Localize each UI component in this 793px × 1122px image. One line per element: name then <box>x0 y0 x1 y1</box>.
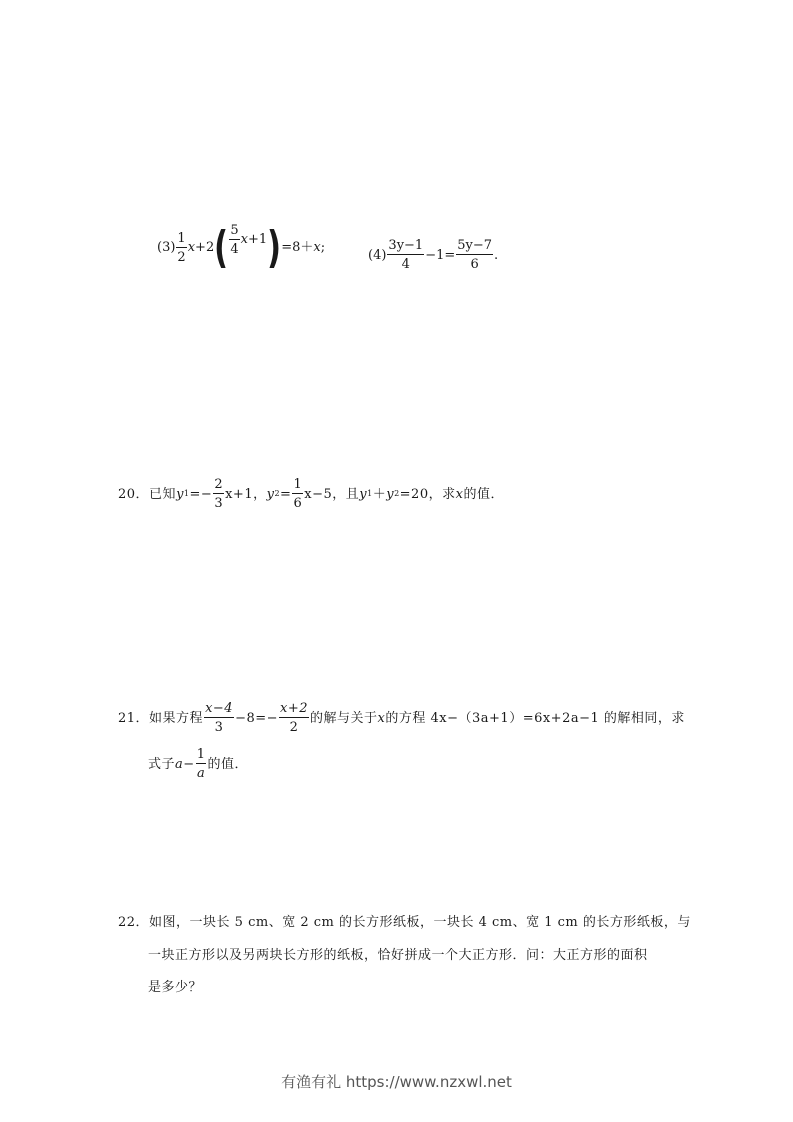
fraction: $\frac{1}{a}$ <box>196 747 206 781</box>
fraction: $\frac{1}{6}$ <box>293 477 303 511</box>
problem-number: 21． <box>118 710 150 726</box>
problem-number: 20． <box>118 486 150 502</box>
problem-22-line-1: 22． 如图，一块长 5 cm、宽 2 cm 的长方形纸板，一块长 4 cm、宽 1 cm 的长方形纸板，与 <box>118 915 691 930</box>
left-paren: ( <box>214 222 229 273</box>
part-label: (4) <box>368 247 387 263</box>
problem-number: 22． <box>118 915 150 930</box>
problem-22-line-2: 一块正方形以及另两块长方形的纸板，恰好拼成一个大正方形．问：大正方形的面积 <box>148 948 648 963</box>
footer-watermark: 有渔有礼 https://www.nzxwl.net <box>281 1073 512 1091</box>
part-label: (3) <box>157 240 176 256</box>
problem-19-part-3: (3) $\frac{1}{2}$ x +2 ( $\frac{5}{4}$ x +1 ) =8＋ x ; <box>157 222 326 273</box>
fraction: $\frac{2}{3}$ <box>214 477 224 511</box>
problem-21-line-1: 21． 如果方程 $\frac{x-4}{3}$ −8=− $\frac{x+2}{2}$ 的解与关于 x 的方程 4x−（3a+1）=6x+2a−1 的解相同，求 <box>118 701 685 735</box>
fraction: $\frac{x+2}{2}$ <box>280 701 309 735</box>
fraction: $\frac{5}{4}$ <box>230 222 239 257</box>
fraction: $\frac{x-4}{3}$ <box>205 701 234 735</box>
problem-22-line-3: 是多少？ <box>148 980 203 995</box>
problem-21-line-2: 式子 a − $\frac{1}{a}$ 的值． <box>148 747 248 781</box>
problem-20: 20． 已知 y 1 =− $\frac{2}{3}$ x+1， y 2 = $\frac{1}{6}$ x−5，且 y 1 ＋ y 2 =20，求 x 的值． <box>118 477 504 511</box>
fraction: $\frac{5y-7}{6}$ <box>457 238 493 272</box>
fraction: $\frac{1}{2}$ <box>177 230 186 265</box>
right-paren: ) <box>267 222 282 273</box>
problem-19-part-4: (4) $\frac{3y-1}{4}$ −1= $\frac{5y-7}{6}$ . <box>368 238 499 272</box>
fraction: $\frac{3y-1}{4}$ <box>388 238 424 272</box>
